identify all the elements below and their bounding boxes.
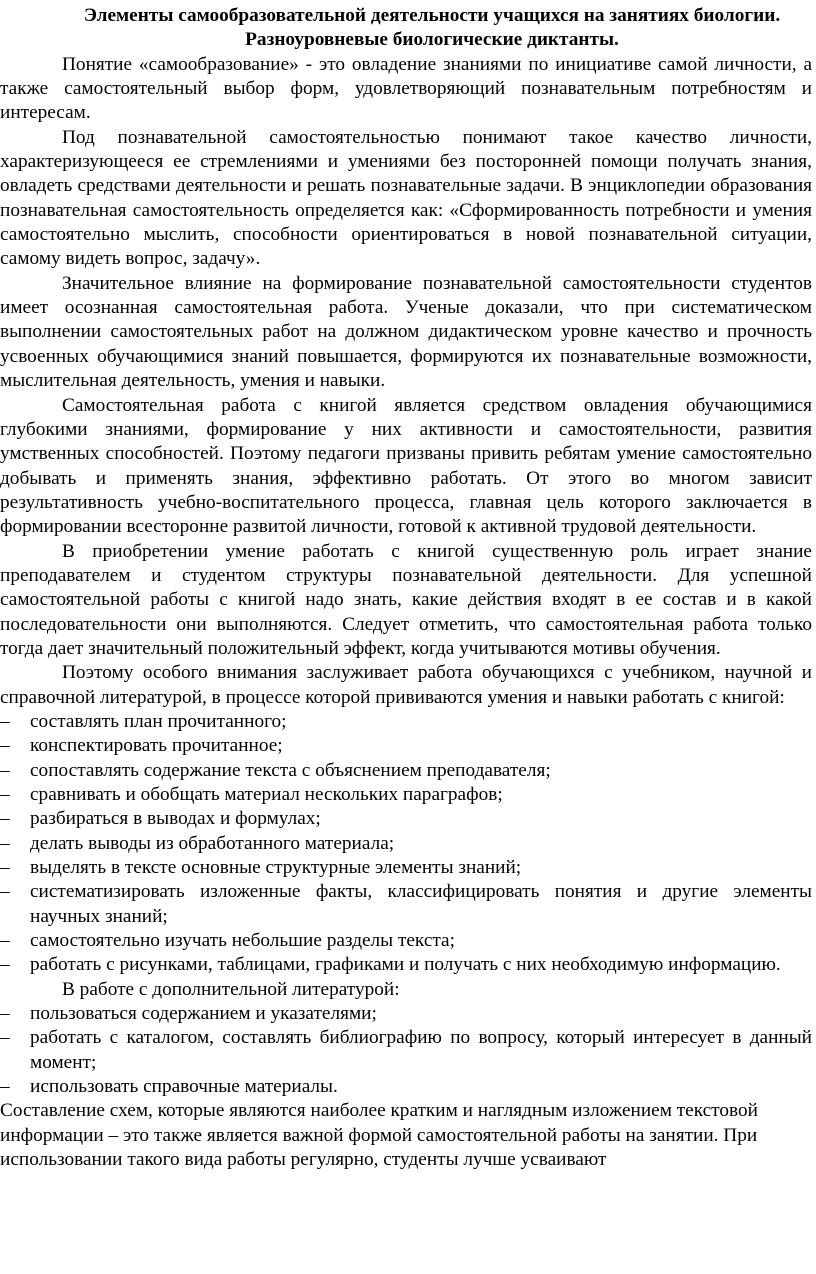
- paragraph: Значительное влияние на формирование познавательной самостоятельности студентов имеет осознанная самостоятельная работа. Ученые доказали, что при систематическом выполнении самостоятельных работ на должном дидактическом уровне качество и прочность усвоенных обучающимися знаний повышается, формируются их познавательные возможности, мыслительная деятельность, умения и навыки.: [0, 272, 812, 392]
- additional-literature-intro: В работе с дополнительной литературой:: [62, 978, 400, 1000]
- list-item: – систематизировать изложенные факты, классифицировать понятия и другие элементы научных знаний;: [0, 880, 814, 929]
- list-item: – использовать справочные материалы.: [0, 1075, 814, 1099]
- additional-literature-list: [0, 1002, 814, 1099]
- paragraph: Поэтому особого внимания заслуживает работа обучающихся с учебником, научной и справочной литературой, в процессе которой прививаются умения и навыки работать с книгой:: [0, 662, 812, 708]
- paragraph: Понятие «самообразование» - это овладение знаниями по инициативе самой личности, а также самостоятельный выбор форм, удовлетворяющий познавательным потребностям и интересам.: [0, 53, 812, 124]
- list-item: – выделять в тексте основные структурные элементы знаний;: [0, 856, 814, 880]
- list-item: – работать с рисунками, таблицами, графиками и получать с них необходимую информацию.: [0, 953, 814, 977]
- list-item: – составлять план прочитанного;: [0, 710, 814, 734]
- list-item: – пользоваться содержанием и указателями;: [0, 1002, 814, 1026]
- list-item: – работать с каталогом, составлять библиографию по вопросу, который интересует в данный момент;: [0, 1026, 814, 1075]
- list-item: – делать выводы из обработанного материала;: [0, 832, 814, 856]
- paragraph: Самостоятельная работа с книгой является средством овладения обучающимися глубокими знаниями, формирование у них активности и самостоятельности, развития умственных способностей. Поэтому педагоги призваны привить ребятам умение самостоятельно добывать и применять знания, эффективно работать. От этого во многом зависит результативность учебно-воспитательного процесса, главная цель которого заключается в формировании всесторонне развитой личности, готовой к активной трудовой деятельности.: [0, 394, 812, 538]
- list-item: – разбираться в выводах и формулах;: [0, 807, 814, 831]
- list-item: – сравнивать и обобщать материал нескольких параграфов;: [0, 783, 814, 807]
- list-item: – сопоставлять содержание текста с объяснением преподавателя;: [0, 759, 814, 783]
- list-item: – самостоятельно изучать небольшие разделы текста;: [0, 929, 814, 953]
- document-title: Элементы самообразовательной деятельности учащихся на занятиях биологии. Разноуровневые биологические диктанты.: [83, 5, 781, 51]
- skills-list: [0, 710, 814, 978]
- paragraph: В приобретении умение работать с книгой существенную роль играет знание преподавателем и студентом структуры познавательной деятельности. Для успешной самостоятельной работы с книгой надо знать, какие действия входят в ее состав и в какой последовательности они выполняются. Следует отметить, что самостоятельная работа только тогда дает значительный положительный эффект, когда учитываются мотивы обучения.: [0, 540, 812, 659]
- paragraph: Под познавательной самостоятельностью понимают такое качество личности, характеризующееся ее стремлениями и умениями без посторонней помощи получать знания, овладеть средствами деятельности и решать познавательные задачи. В энциклопедии образования познавательная самостоятельность определяется как: «Сформированность потребности и умения самостоятельно мыслить, способности ориентироваться в новой познавательной ситуации, самому видеть вопрос, задачу».: [0, 126, 812, 270]
- list-item: – конспектировать прочитанное;: [0, 734, 814, 758]
- closing-paragraph: Составление схем, которые являются наиболее кратким и наглядным изложением текстовой информации – это также является важной формой самостоятельной работы на занятии. При использовании такого вида работы регулярно, студенты лучше усваивают: [0, 1100, 758, 1171]
